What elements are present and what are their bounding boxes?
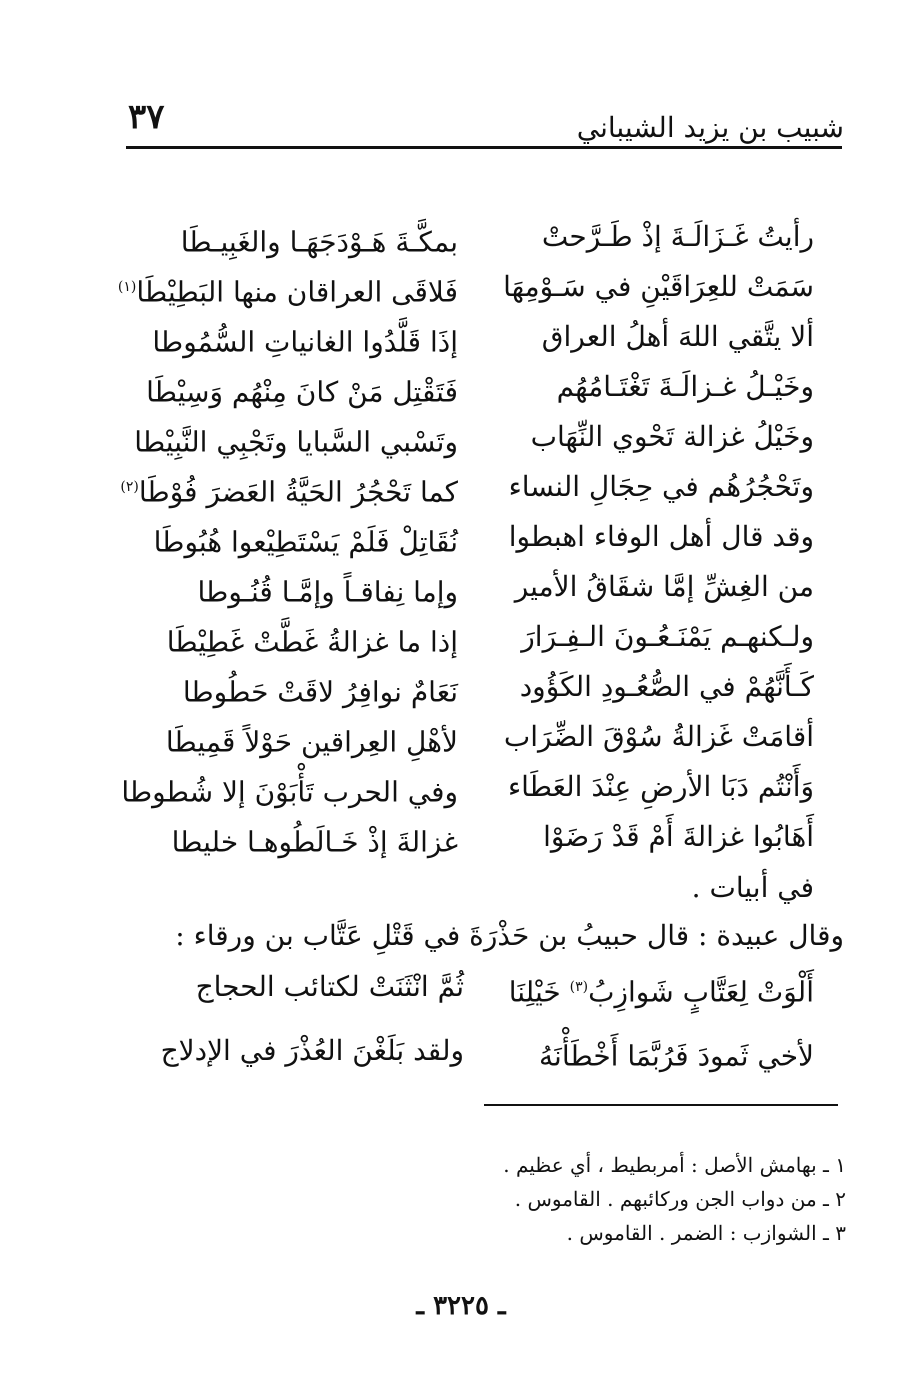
second-hemistich: وإما نِفاقـاً وإمَّـا قُنُـوطا bbox=[197, 575, 458, 609]
verse bbox=[160, 612, 814, 662]
prose-paragraph: وقال عبيدة : قال حبيبُ بن حَذْرَةَ في قَتْلِ عَتَّاب بن ورقاء : bbox=[175, 919, 844, 952]
first-hemistich: وقد قال أهل الوفاء اهبطوا bbox=[508, 520, 814, 553]
footnotes bbox=[286, 1148, 846, 1250]
second-hemistich: كما تَحْجُرُ الحَيَّةُ العَضرَ فُوْطَا$^{(٢)}$ bbox=[120, 475, 458, 509]
footnote: ٣ ـ الشوازب : الضمر . القاموس . bbox=[566, 1221, 846, 1245]
first-hemistich: كَـأَنَّهُمْ في الصُّعُـودِ الكَؤُود bbox=[519, 670, 814, 703]
verse bbox=[160, 662, 814, 712]
footnote-marker: (٢) bbox=[120, 479, 139, 495]
second-hemistich: فَلاقَى العراقان منها البَطِيْطَا$^{(١)}$ bbox=[117, 275, 458, 309]
first-hemistich: أَلْوَتْ لِعَتَّابٍ شَوازِبُ$^{(٣)}$ خَيْلِنَا bbox=[508, 975, 814, 1009]
first-hemistich: أَهَابُوا غزالةَ أَمْ قَدْ رَضَوْا bbox=[543, 820, 814, 853]
verse bbox=[121, 762, 814, 812]
first-hemistich: سَمَتْ للعِرَاقَيْنِ في سَـوْمِهَا bbox=[503, 270, 814, 303]
second-hemistich: لأهْلِ العِراقين حَوْلاً قَمِيطَا bbox=[165, 725, 458, 759]
verse bbox=[160, 212, 814, 262]
first-hemistich: وتَحْجُرُهُم في حِجَالِ النساء bbox=[508, 470, 814, 503]
running-title: شبيب بن يزيد الشيباني bbox=[576, 111, 844, 144]
second-hemistich: فَتَقْتِل مَنْ كانَ مِنْهُم وَسِيْطَا bbox=[146, 375, 458, 409]
second-hemistich: ولقد بَلَغْنَ العُذْرَ في الإدلاج bbox=[160, 1034, 464, 1067]
poem-tail: في أبيات . bbox=[691, 871, 814, 904]
second-poem bbox=[160, 960, 814, 1088]
first-hemistich: لأخي ثَمودَ فَرُبَّمَا أَخْطَأْنَهُ bbox=[539, 1039, 814, 1073]
second-hemistich: نُقَاتِلْ فَلَمْ يَسْتَطِيْعوا هُبُوطَا bbox=[153, 525, 458, 559]
verse bbox=[160, 812, 814, 862]
first-hemistich: ألا يتَّقي اللهَ أهلُ العراق bbox=[541, 320, 814, 353]
first-hemistich: ولـكنهـم يَمْنَـعُـونَ الـفِـرَارَ bbox=[521, 620, 814, 653]
footnote-marker: (٣) bbox=[569, 979, 589, 995]
verse bbox=[134, 412, 814, 462]
verse bbox=[160, 1024, 814, 1088]
footnote: ١ ـ بهامش الأصل : أمربطيط ، أي عظيم . bbox=[503, 1153, 846, 1177]
second-hemistich: وتَسْبي السَّبايا وتَجْبِي النَّبِيْطا bbox=[134, 425, 458, 459]
poem bbox=[117, 212, 814, 862]
footnote-marker: (١) bbox=[117, 279, 137, 295]
first-hemistich: رأيتُ غَـزَالَـةَ إذْ طَـرَّحتْ bbox=[541, 220, 814, 253]
page-number-bottom: ـ ٣٢٢٥ ـ bbox=[416, 1291, 506, 1321]
second-hemistich: بمكَّـةَ هَـوْدَجَهَـا والغَبِيـطَا bbox=[180, 225, 458, 259]
second-hemistich: إذَا قَلَّدُوا الغانياتِ السُّمُوطا bbox=[152, 325, 458, 359]
second-hemistich: وفي الحرب تَأْبَوْنَ إلا شُطوطا bbox=[121, 775, 458, 809]
second-hemistich: إذا ما غزالةُ غَطَّتْ غَطِيْطَا bbox=[166, 625, 458, 659]
verse bbox=[160, 712, 814, 762]
footnote-rule bbox=[484, 1104, 838, 1106]
verse bbox=[160, 562, 814, 612]
second-hemistich: ثُمَّ انْثَنَتْ لكتائب الحجاج bbox=[195, 970, 464, 1003]
verse bbox=[152, 312, 814, 362]
verse bbox=[120, 462, 814, 512]
first-hemistich: وَأَنْتُم دَبَا الأرضِ عِنْدَ العَطَاء bbox=[507, 770, 814, 803]
first-hemistich: وخَيْـلُ غـزالَـةَ تَغْتَـامُهُم bbox=[556, 370, 814, 403]
first-hemistich: أقامَتْ غَزالةُ سُوْقَ الضِّرَاب bbox=[503, 720, 814, 753]
header-rule bbox=[126, 146, 842, 149]
verse bbox=[146, 362, 814, 412]
first-hemistich: وخَيْلُ غزالة تَحْوي النِّهَاب bbox=[530, 420, 814, 453]
page-number-top: ٣٧ bbox=[128, 97, 165, 137]
footnote: ٢ ـ من دواب الجن وركائبهم . القاموس . bbox=[514, 1187, 846, 1211]
second-hemistich: غزالةَ إذْ خَـالَطُوهـا خليطا bbox=[171, 825, 458, 859]
verse bbox=[117, 262, 814, 312]
first-hemistich: من الغِشِّ إمَّا شقَاقُ الأمير bbox=[514, 570, 814, 603]
verse bbox=[153, 512, 814, 562]
verse bbox=[160, 960, 814, 1024]
second-hemistich: نَعَامٌ نوافِرُ لاقَتْ حَطُوطا bbox=[182, 675, 458, 709]
